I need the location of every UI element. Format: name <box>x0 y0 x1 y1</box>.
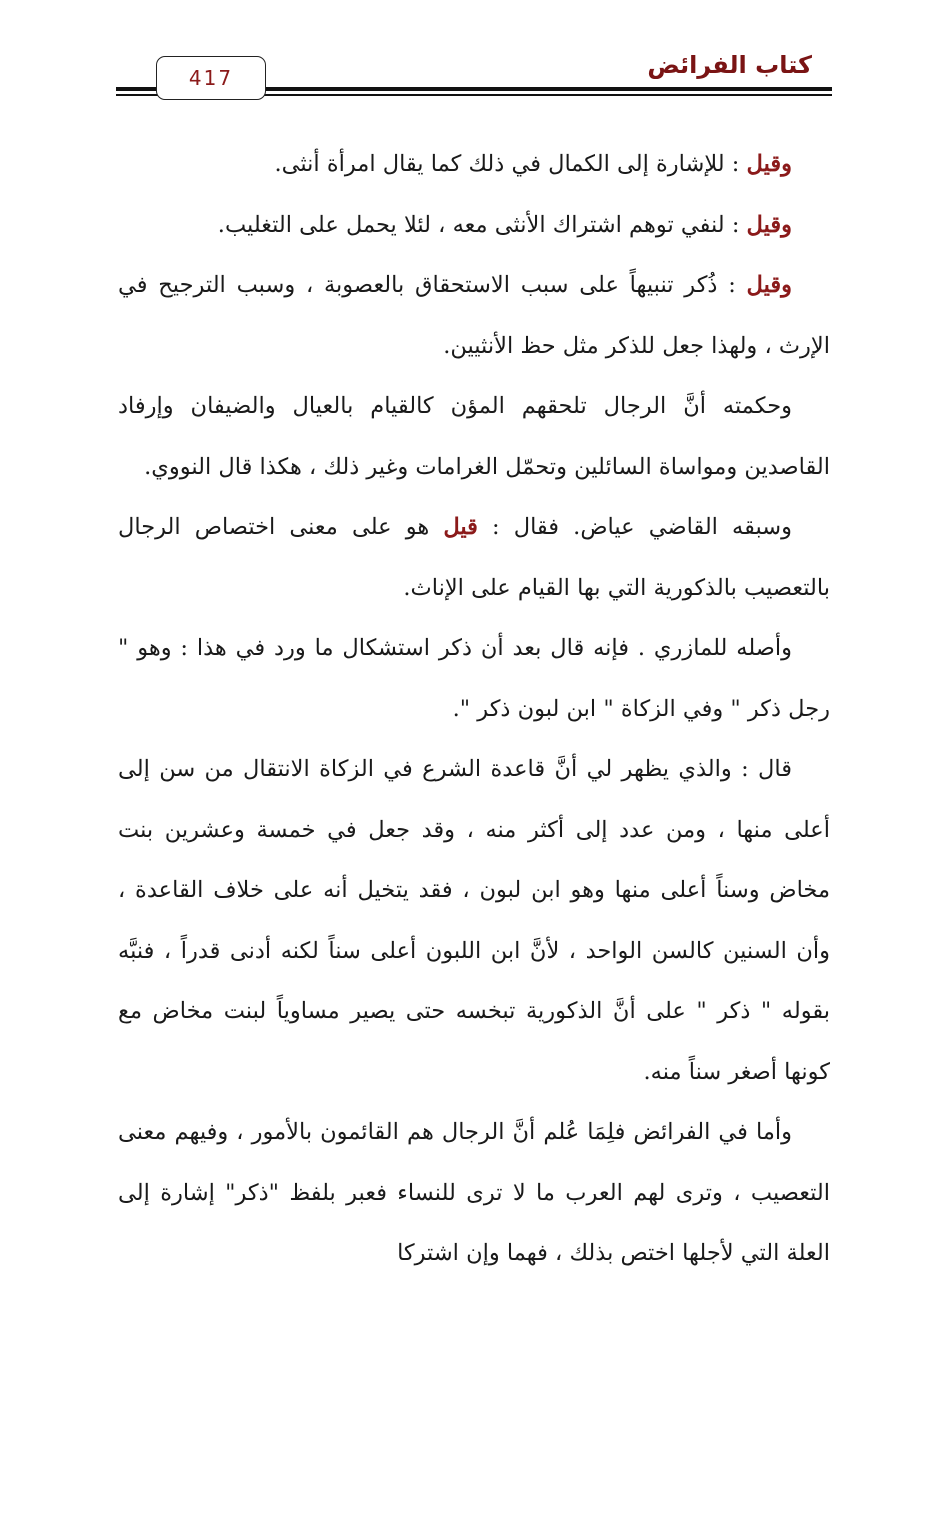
keyword: وقيل <box>746 272 792 298</box>
keyword: قيل <box>443 514 478 540</box>
paragraph <box>118 376 830 497</box>
page-header <box>116 50 832 106</box>
paragraph-text: : لنفي توهم اشتراك الأنثى معه ، لئلا يحمل على التغليب. <box>217 211 747 238</box>
paragraph-text: وأصله للمازري . فإنه قال بعد أن ذكر استشكال ما ورد في هذا : وهو " رجل ذكر " وفي الزكاة " ابن لبون ذكر ". <box>118 635 830 722</box>
paragraph <box>118 618 830 739</box>
paragraph-text: : ذُكر تنبيهاً على سبب الاستحقاق بالعصوبة ، وسبب الترجيح في الإرث ، ولهذا جعل للذكر مثل حظ الأنثيين. <box>118 272 830 359</box>
paragraph <box>118 195 830 256</box>
keyword: وقيل <box>746 211 792 238</box>
paragraph <box>118 1102 830 1284</box>
paragraph <box>118 134 830 195</box>
paragraph-text: وأما في الفرائض فلِمَا عُلم أنَّ الرجال هم القائمون بالأمور ، وفيهم معنى التعصيب ، وترى لهم العرب ما لا ترى للنساء فعبر بلفظ "ذكر" إشارة إلى العلة التي لأجلها اختص بذلك ، فهما وإن اشتركا <box>118 1119 830 1266</box>
paragraph-text: : للإشارة إلى الكمال في ذلك كما يقال امرأة أنثى. <box>274 151 747 177</box>
paragraph-text: وحكمته أنَّ الرجال تلحقهم المؤن كالقيام بالعيال والضيفان وإرفاد القاصدين ومواساة السائلين وتحمّل الغرامات وغير ذلك ، هكذا قال النووي. <box>118 393 830 480</box>
page-number: 417 <box>156 56 266 100</box>
page-body <box>118 134 830 1284</box>
paragraph-text: هو على معنى اختصاص الرجال بالتعصيب بالذكورية التي بها القيام على الإناث. <box>118 514 830 601</box>
paragraph <box>118 739 830 1102</box>
paragraph-text: قال : والذي يظهر لي أنَّ قاعدة الشرع في الزكاة الانتقال من سن إلى أعلى منها ، ومن عدد إلى أكثر منه ، وقد جعل في خمسة وعشرين بنت مخاض وسناً أعلى منها وهو ابن لبون ، فقد يتخيل أنه على خلاف القاعدة ، وأن السنين كالسن الواحد ، لأنَّ ابن اللبون أعلى سناً لكنه أدنى قدراً ، فنبَّه بقوله " ذكر " على أنَّ الذكورية تبخسه حتى يصير مساوياً لبنت مخاض مع كونها أصغر سناً منه. <box>118 756 830 1085</box>
paragraph-text: وسبقه القاضي عياض. فقال : <box>477 514 792 540</box>
keyword: وقيل <box>746 151 792 177</box>
paragraph <box>118 255 830 376</box>
paragraph <box>118 497 830 618</box>
book-title: كتاب الفرائض <box>647 51 812 79</box>
